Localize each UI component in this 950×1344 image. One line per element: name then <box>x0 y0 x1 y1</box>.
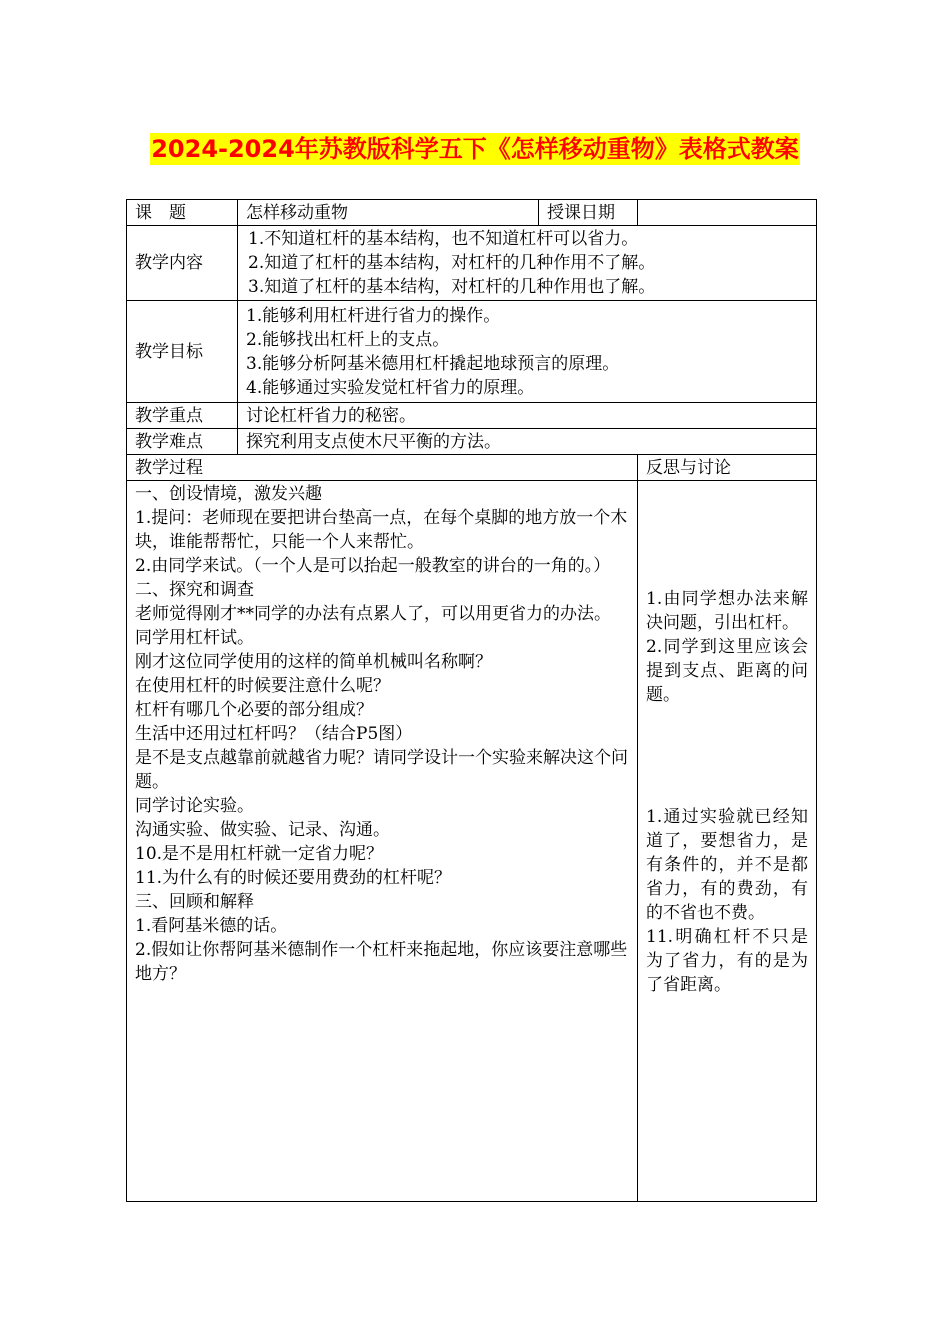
reflection-note: 1.由同学想办法来解决问题，引出杠杆。 <box>646 589 808 633</box>
content-line: 3.知道了杠杆的基本结构，对杠杆的几种作用也了解。 <box>248 277 656 297</box>
row-topic <box>127 200 817 226</box>
date-label: 授课日期 <box>539 200 638 226</box>
process-line: 三、回顾和解释 <box>135 892 254 912</box>
key-point-value: 讨论杠杆省力的秘密。 <box>238 403 817 429</box>
process-line: 生活中还用过杠杆吗？（结合P5图） <box>135 724 413 744</box>
reflection-header: 反思与讨论 <box>638 455 817 481</box>
reflection-note: 2.同学到这里应该会提到支点、距离的问题。 <box>646 637 808 705</box>
process-line: 一、创设情境，激发兴趣 <box>135 484 322 504</box>
process-line: 同学用杠杆试。 <box>135 628 254 648</box>
goal-line: 4.能够通过实验发觉杠杆省力的原理。 <box>246 377 535 398</box>
goal-line: 1.能够利用杠杆进行省力的操作。 <box>246 305 501 326</box>
row-process-body <box>127 481 817 1202</box>
key-point-label: 教学重点 <box>127 403 238 429</box>
process-line: 2.由同学来试。（一个人是可以抬起一般教室的讲台的一角的。） <box>135 556 611 576</box>
reflection-note: 11.明确杠杆不只是为了省力，有的是为了省距离。 <box>646 927 808 995</box>
date-value <box>638 200 817 226</box>
topic-label: 课 题 <box>127 200 238 226</box>
process-line: 1.提问：老师现在要把讲台垫高一点，在每个桌脚的地方放一个木块，谁能帮帮忙，只能一个人来帮忙。 <box>135 508 628 552</box>
process-line: 1.看阿基米德的话。 <box>135 916 288 936</box>
process-line: 二、探究和调查 <box>135 580 254 600</box>
topic-value: 怎样移动重物 <box>238 200 539 226</box>
lesson-plan-table <box>126 199 817 1202</box>
process-line: 同学讨论实验。 <box>135 796 254 816</box>
content-label: 教学内容 <box>127 226 238 301</box>
goals-label: 教学目标 <box>127 301 238 403</box>
process-line: 刚才这位同学使用的这样的简单机械叫名称啊？ <box>135 652 492 672</box>
content-cell <box>238 226 817 301</box>
process-line: 老师觉得刚才**同学的办法有点累人了，可以用更省力的办法。 <box>135 604 611 624</box>
row-key-point <box>127 403 817 429</box>
row-goals <box>127 301 817 403</box>
row-process-header <box>127 455 817 481</box>
process-line: 11.为什么有的时候还要用费劲的杠杆呢？ <box>135 868 452 888</box>
difficulty-label: 教学难点 <box>127 429 238 455</box>
title-wrap <box>0 133 950 165</box>
process-line: 杠杆有哪几个必要的部分组成？ <box>135 700 373 720</box>
goals-cell <box>238 301 817 403</box>
document-title: 2024-2024年苏教版科学五下《怎样移动重物》表格式教案 <box>151 135 799 163</box>
difficulty-value: 探究利用支点使木尺平衡的方法。 <box>238 429 817 455</box>
process-line: 在使用杠杆的时候要注意什么呢？ <box>135 676 390 696</box>
goal-line: 2.能够找出杠杆上的支点。 <box>246 329 450 350</box>
content-line: 2.知道了杠杆的基本结构，对杠杆的几种作用不了解。 <box>248 253 656 273</box>
process-line: 沟通实验、做实验、记录、沟通。 <box>135 820 390 840</box>
process-header: 教学过程 <box>127 455 638 481</box>
reflection-cell <box>638 481 817 1202</box>
goal-line: 3.能够分析阿基米德用杠杆撬起地球预言的原理。 <box>246 353 620 374</box>
content-line: 1.不知道杠杆的基本结构，也不知道杠杆可以省力。 <box>248 229 639 249</box>
process-line: 10.是不是用杠杆就一定省力呢？ <box>135 844 384 864</box>
process-line: 是不是支点越靠前就越省力呢？请同学设计一个实验来解决这个问题。 <box>135 748 628 792</box>
process-cell <box>127 481 638 1202</box>
row-difficulty <box>127 429 817 455</box>
process-line: 2.假如让你帮阿基米德制作一个杠杆来拖起地，你应该要注意哪些地方？ <box>135 940 628 984</box>
row-content <box>127 226 817 301</box>
reflection-note: 1.通过实验就已经知道了，要想省力，是有条件的，并不是都省力，有的费劲，有的不省也不费。 <box>646 807 808 923</box>
